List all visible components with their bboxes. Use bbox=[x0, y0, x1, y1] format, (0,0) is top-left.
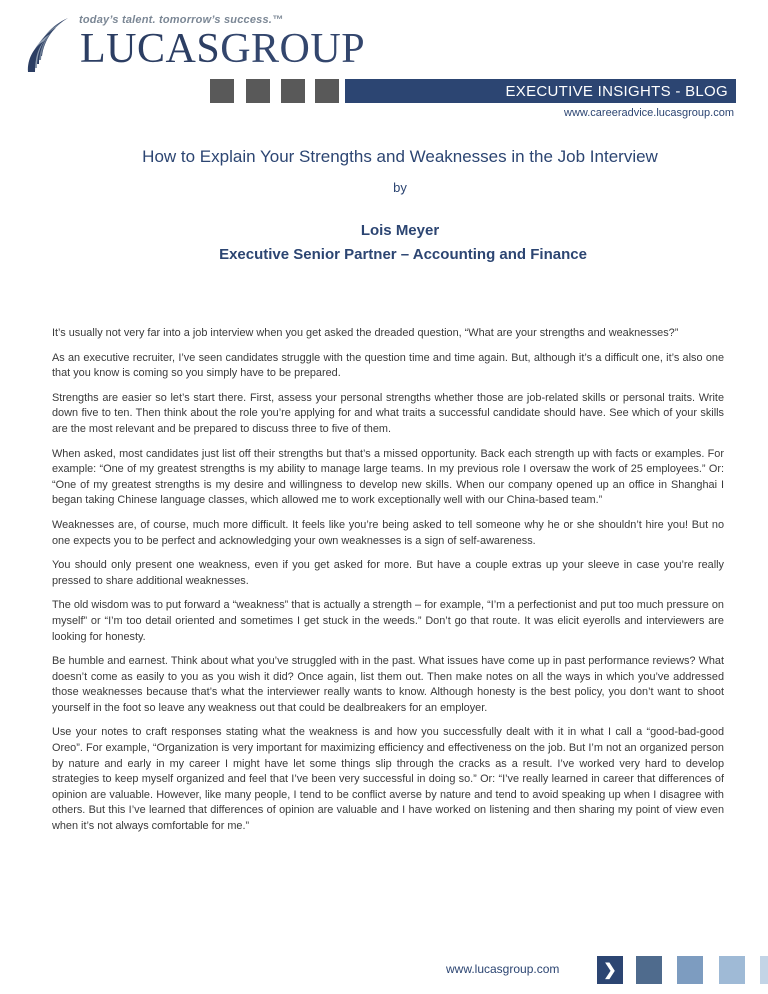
footer-square bbox=[719, 956, 745, 984]
body-paragraph: When asked, most candidates just list off their strengths but that’s a missed opportunity. Back each strength up with facts or examples. For example: “One of my greatest strengths is my ability to manage large teams. In my previous role I oversaw the work of 25 employees.” Or: “One of my greatest strengths is my desire and willingness to develop new skills. When our company opened up an office in Shanghai I began taking Chinese language classes, which allowed me to work exceptionally well with our China-based team.” bbox=[52, 447, 724, 507]
author-title: Executive Senior Partner – Accounting and Finance bbox=[219, 246, 587, 263]
lucas-group-logo-icon bbox=[24, 16, 80, 76]
footer-square bbox=[760, 956, 768, 984]
body-paragraph: Weaknesses are, of course, much more difficult. It feels like you’re being asked to tell someone why he or she shouldn’t hire you! But no one expects you to be perfect and acknowledging your own weaknesses is a sign of self-awareness. bbox=[52, 518, 724, 547]
brand-secondary: GROUP bbox=[220, 26, 366, 72]
by-line: by bbox=[393, 180, 407, 195]
blog-url-link[interactable]: www.careeradvice.lucasgroup.com bbox=[564, 107, 734, 119]
brand-primary: LUCAS bbox=[80, 26, 221, 72]
article-title: How to Explain Your Strengths and Weaknesses in the Job Interview bbox=[142, 147, 658, 166]
blog-banner bbox=[345, 79, 736, 103]
body-paragraph: Be humble and earnest. Think about what you’ve struggled with in the past. What issues have come up in past performance reviews? What doesn’t come as easily to you as you wish it did? Once again, list them out. Then make notes on all the ways in which you’ve addressed those weaknesses because that’s what the interviewer really wants to know. Although honesty is the best policy, you don’t want to shoot yourself in the foot so leave any weakness out that could be dealbreakers for an employer. bbox=[52, 655, 724, 714]
footer-square bbox=[677, 956, 703, 984]
brand-wordmark bbox=[80, 28, 365, 70]
header-square bbox=[246, 79, 270, 103]
body-paragraph: As an executive recruiter, I’ve seen candidates struggle with the question time and time again. But, although it’s a difficult one, it’s also one that you know is coming so you simply have to be prepared. bbox=[52, 351, 724, 380]
body-paragraph: You should only present one weakness, even if you get asked for more. But have a couple extras up your sleeve in case you’re really pressed to share additional weaknesses. bbox=[52, 559, 724, 587]
footer-url-link[interactable]: www.lucasgroup.com bbox=[446, 962, 560, 976]
body-paragraph: It’s usually not very far into a job interview when you get asked the dreaded question, “What are your strengths and weaknesses?” bbox=[52, 327, 679, 339]
tagline: today’s talent. tomorrow’s success.™ bbox=[79, 14, 284, 26]
body-paragraph: The old wisdom was to put forward a “weakness” that is actually a strength – for example, “I’m a perfectionist and put too much pressure on myself” or “I’m too detail oriented and sometimes I get stuck in the weeds.” Don’t go that route. It was elicit eyerolls and interviewers are looking for honesty. bbox=[52, 599, 724, 643]
footer-square bbox=[636, 956, 662, 984]
chevron-right-icon[interactable]: ❯ bbox=[597, 956, 623, 984]
article-body bbox=[52, 326, 724, 844]
author-name: Lois Meyer bbox=[360, 222, 440, 239]
header-square bbox=[210, 79, 234, 103]
header-square bbox=[315, 79, 339, 103]
body-paragraph: Strengths are easier so let’s start there. First, assess your personal strengths whether those are job-related skills or personal traits. Write down five to ten. Then think about the role you’re applying for and what traits a successful candidate should have. See which of your skills are the most relevant and be prepared to discuss three to five of them. bbox=[52, 391, 724, 435]
header-square bbox=[281, 79, 305, 103]
body-paragraph: Use your notes to craft responses stating what the weakness is and how you successfully dealt with it in what I call a “good-bad-good Oreo”. For example, “Organization is very important for maximizing efficiency and effectiveness on the job. But I’m not an organized person by nature and early in my career I might have let some things slip through the cracks as a result. I’ve worked very hard to develop strategies to keep myself organized and feel that I’ve been very successful in doing so.” Or: “I’ve really learned in career that differences of opinion are valuable. However, like many people, I tend to be conflict averse by nature and tend to avoid speaking up when I disagree with others. But this I’ve learned that differences of opinion are valuable and I have worked on listening and then sharing my point of view even when it’s not always comfortable for me.” bbox=[52, 726, 724, 833]
blog-banner-label: EXECUTIVE INSIGHTS - BLOG bbox=[505, 82, 728, 100]
